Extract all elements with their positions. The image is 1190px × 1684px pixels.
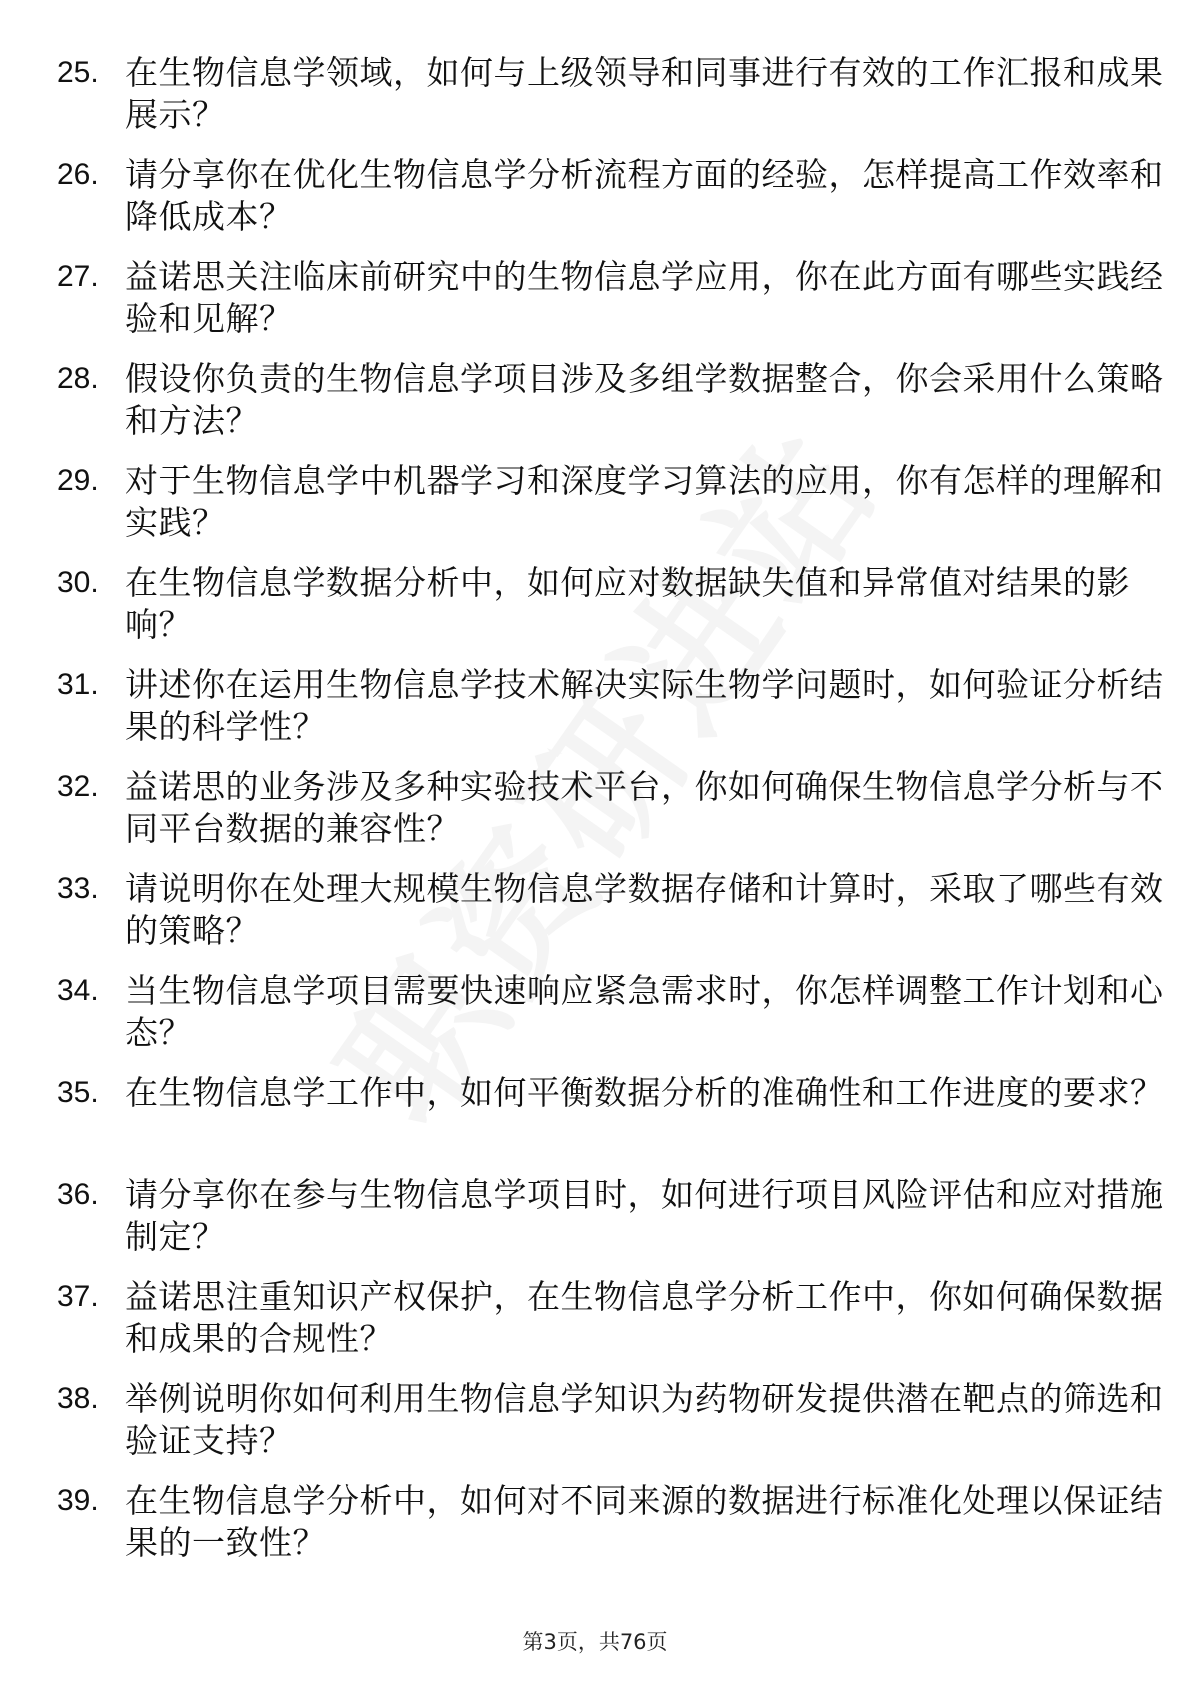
question-text: 请分享你在优化生物信息学分析流程方面的经验，怎样提高工作效率和降低成本？ (125, 155, 1164, 236)
question-number: 36. (57, 1178, 99, 1211)
list-item (57, 1072, 1164, 1174)
question-text: 请说明你在处理大规模生物信息学数据存储和计算时，采取了哪些有效的策略？ (125, 869, 1164, 950)
question-text: 对于生物信息学中机器学习和深度学习算法的应用，你有怎样的理解和实践？ (125, 461, 1164, 542)
list-item (57, 256, 1164, 358)
list-item (57, 358, 1164, 460)
question-number: 27. (57, 260, 99, 293)
page-footer: 第3页，共76页 (522, 1630, 668, 1654)
list-item (57, 970, 1164, 1072)
list-item (57, 868, 1164, 970)
question-text: 在生物信息学分析中，如何对不同来源的数据进行标准化处理以保证结果的一致性？ (125, 1481, 1164, 1562)
question-text: 益诺思关注临床前研究中的生物信息学应用，你在此方面有哪些实践经验和见解？ (125, 257, 1164, 338)
list-item (57, 460, 1164, 562)
list-item (57, 1480, 1164, 1582)
question-number: 32. (57, 770, 99, 803)
list-item (57, 52, 1164, 154)
list-item (57, 562, 1137, 664)
question-number: 38. (57, 1382, 99, 1415)
question-text: 在生物信息学数据分析中，如何应对数据缺失值和异常值对结果的影响？ (125, 563, 1130, 644)
question-text: 益诺思的业务涉及多种实验技术平台，你如何确保生物信息学分析与不同平台数据的兼容性？ (125, 767, 1164, 848)
question-number: 28. (57, 362, 99, 395)
question-text: 举例说明你如何利用生物信息学知识为药物研发提供潜在靶点的筛选和验证支持？ (125, 1379, 1164, 1460)
question-number: 33. (57, 872, 99, 905)
question-number: 39. (57, 1484, 99, 1517)
list-item (57, 1378, 1164, 1480)
question-text: 当生物信息学项目需要快速响应紧急需求时，你怎样调整工作计划和心态？ (125, 971, 1164, 1052)
question-number: 26. (57, 158, 99, 191)
list-item (57, 766, 1164, 868)
question-text: 请分享你在参与生物信息学项目时，如何进行项目风险评估和应对措施制定？ (125, 1175, 1164, 1256)
question-text: 假设你负责的生物信息学项目涉及多组学数据整合，你会采用什么策略和方法？ (125, 359, 1164, 440)
list-item (57, 664, 1164, 766)
list-item (57, 1174, 1164, 1276)
question-number: 29. (57, 464, 99, 497)
list-item (57, 154, 1164, 256)
list-item (57, 1276, 1164, 1378)
question-text: 讲述你在运用生物信息学技术解决实际生物学问题时，如何验证分析结果的科学性？ (125, 665, 1164, 746)
question-number: 25. (57, 56, 99, 89)
question-number: 37. (57, 1280, 99, 1313)
question-list (57, 52, 1164, 1582)
question-number: 30. (57, 566, 99, 599)
question-text: 在生物信息学工作中，如何平衡数据分析的准确性和工作进度的要求？ (125, 1073, 1164, 1112)
question-number: 35. (57, 1076, 99, 1109)
question-number: 31. (57, 668, 99, 701)
question-text: 益诺思注重知识产权保护，在生物信息学分析工作中，你如何确保数据和成果的合规性？ (125, 1277, 1164, 1358)
question-number: 34. (57, 974, 99, 1007)
question-text: 在生物信息学领域，如何与上级领导和同事进行有效的工作汇报和成果展示？ (125, 53, 1164, 134)
